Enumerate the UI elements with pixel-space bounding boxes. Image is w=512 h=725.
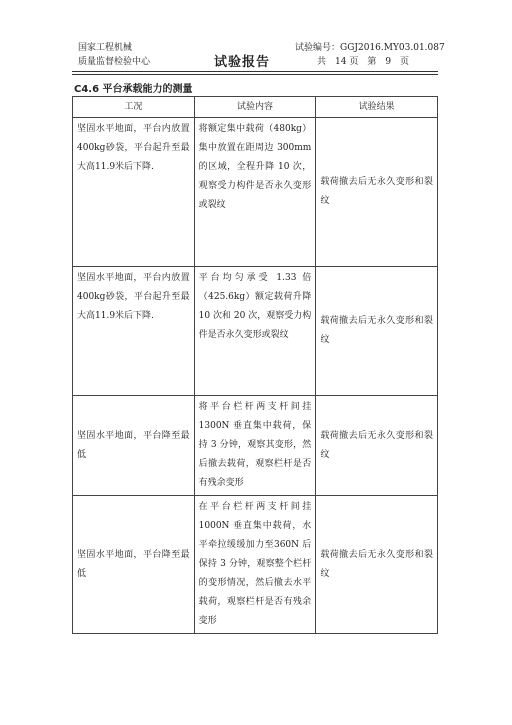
table-row	[73, 496, 438, 634]
table-row	[73, 267, 438, 396]
result-cell: 载荷撤去后无永久变形和裂纹	[316, 496, 438, 634]
column-header-result: 试验结果	[316, 97, 438, 118]
table-header-row	[73, 97, 438, 118]
condition-cell: 坚固水平地面，平台降至最低	[73, 396, 195, 496]
result-cell: 载荷撤去后无永久变形和裂纹	[316, 267, 438, 396]
result-cell: 载荷撤去后无永久变形和裂纹	[316, 118, 438, 267]
page-count: 共 14 页 第 9 页	[317, 57, 410, 67]
table-row	[73, 396, 438, 496]
content-cell: 将额定集中载荷（480kg）集中放置在距周边 300mm 的区域，全程升降 10 次，观察受力构件是否永久变形或裂纹	[194, 118, 316, 267]
document-title: 试验报告	[214, 55, 271, 70]
column-header-content: 试验内容	[194, 97, 316, 118]
header-rule-top	[72, 71, 438, 72]
content-cell: 平台均匀承受 1.33 倍（425.6kg）额定载荷升降 10 次和 20 次，观察受力构件是否永久变形或裂纹	[194, 267, 316, 396]
org-name-line1: 国家工程机械	[78, 43, 133, 53]
result-cell: 载荷撤去后无永久变形和裂纹	[316, 396, 438, 496]
condition-cell: 坚固水平地面，平台内放置400kg砂袋，平台起升至最大高11.9米后下降.	[73, 118, 195, 267]
test-results-table	[72, 96, 438, 634]
column-header-condition: 工况	[73, 97, 195, 118]
content-cell: 在平台栏杆两支杆间挂 1000N 垂直集中载荷，水平牵拉缓缓加力至360N 后保持 3 分钟，观察整个栏杆的变形情况，然后撤去水平载荷，观察栏杆是否有残余变形	[194, 496, 316, 634]
section-title: C4.6 平台承载能力的测量	[74, 84, 193, 95]
report-number: 试验编号：GGJ2016.MY03.01.087	[295, 43, 445, 53]
header-rule-bottom	[72, 74, 438, 75]
condition-cell: 坚固水平地面，平台降至最低	[73, 496, 195, 634]
table-row	[73, 118, 438, 267]
condition-cell: 坚固水平地面，平台内放置400kg砂袋，平台起升至最大高11.9米后下降.	[73, 267, 195, 396]
content-cell: 将平台栏杆两支杆间挂 1300N 垂直集中载荷，保持 3 分钟，观察其变形，然后撤去载荷，观察栏杆是否有残余变形	[194, 396, 316, 496]
org-name-line2: 质量监督检验中心	[78, 57, 151, 67]
